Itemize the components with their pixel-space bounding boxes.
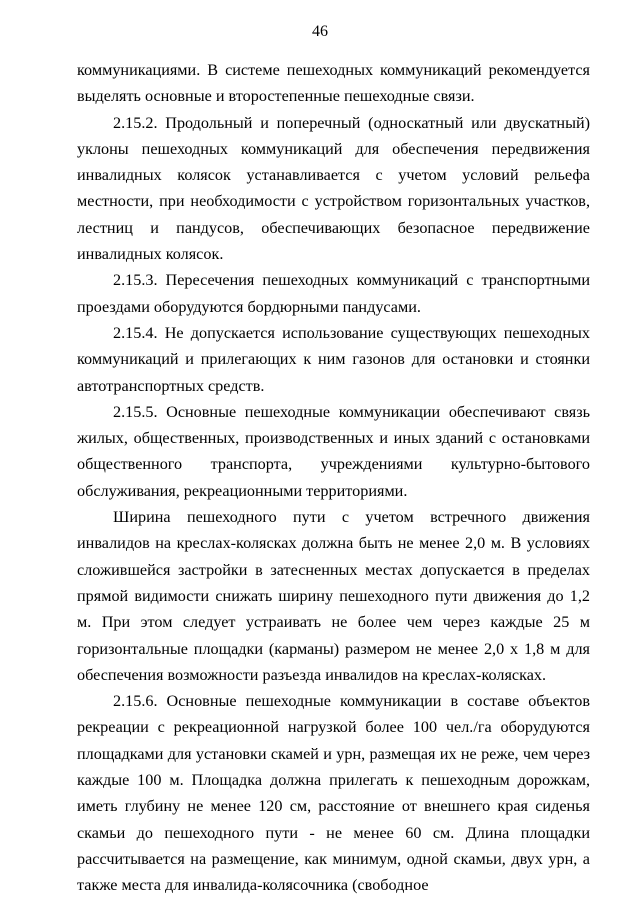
paragraph-2-15-2: 2.15.2. Продольный и поперечный (односкатный или двускатный) уклоны пешеходных коммуникаций для обеспечения передвижения инвалидных колясок устанавливается с учетом условий рельефа местности, при необходимости с устройством горизонтальных участков, лестниц и пандусов, обеспечивающих безопасное передвижение инвалидных колясок. bbox=[77, 113, 590, 264]
paragraph-2-15-3: 2.15.3. Пересечения пешеходных коммуникаций с транспортными проездами оборудуются бордюрными пандусами. bbox=[77, 271, 590, 316]
paragraph-2-15-6: 2.15.6. Основные пешеходные коммуникации в составе объектов рекреации с рекреационной нагрузкой более 100 чел./га оборудуются площадками для установки скамей и урн, размещая их не реже, чем через каждые 100 м. Площадка должна прилегать к пешеходным дорожкам, иметь глубину не менее 120 см, расстояние от внешнего края сиденья скамьи до пешеходного пути - не менее 60 см. Длина площадки рассчитывается на размещение, как минимум, одной скамьи, двух урн, а также места для инвалида-колясочника (свободное bbox=[77, 692, 590, 895]
document-body bbox=[77, 57, 590, 899]
page-number: 46 bbox=[312, 23, 328, 40]
paragraph-path-width: Ширина пешеходного пути с учетом встречного движения инвалидов на креслах-колясках должна быть не менее 2,0 м. В условиях сложившейся застройки в затесненных местах допускается в пределах прямой видимости снижать ширину пешеходного пути движения до 1,2 м. При этом следует устраивать не более чем через каждые 25 м горизонтальные площадки (карманы) размером не менее 2,0 x 1,8 м для обеспечения возможности разъезда инвалидов на креслах-колясках. bbox=[77, 508, 590, 684]
paragraph-continuation: коммуникациями. В системе пешеходных коммуникаций рекомендуется выделять основные и второстепенные пешеходные связи. bbox=[77, 61, 590, 106]
paragraph-2-15-5: 2.15.5. Основные пешеходные коммуникации обеспечивают связь жилых, общественных, производственных и иных зданий с остановками общественного транспорта, учреждениями культурно-бытового обслуживания, рекреационными территориями. bbox=[77, 402, 590, 500]
paragraph-2-15-4: 2.15.4. Не допускается использование существующих пешеходных коммуникаций и прилегающих к ним газонов для остановки и стоянки автотранспортных средств. bbox=[77, 323, 590, 395]
